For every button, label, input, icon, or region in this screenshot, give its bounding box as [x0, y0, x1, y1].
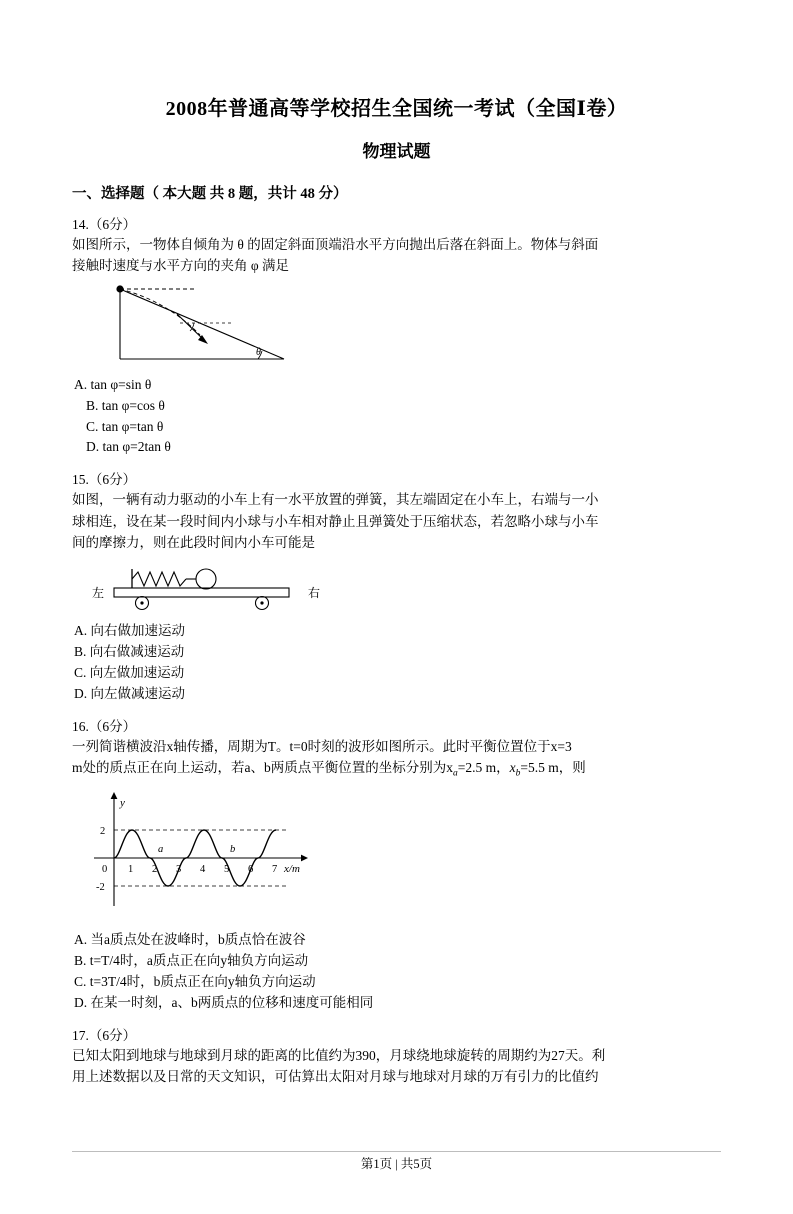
stem-text-end: =5.5 m，则 [520, 760, 586, 776]
option-c: C. tan φ=tan θ [86, 418, 164, 434]
svg-text:3: 3 [176, 864, 182, 876]
svg-text:x/m: x/m [284, 863, 300, 876]
question-stem-line: 一列简谐横波沿x轴传播，周期为T。t=0时刻的波形如图所示。此时平衡位置位于x=3 [72, 739, 572, 755]
subscript-b: b [515, 769, 521, 780]
question-number: 14.（6分） [72, 217, 137, 232]
question-14 [72, 213, 721, 458]
page-title: 2008年普通高等学校招生全国统一考试（全国Ⅰ卷） [165, 98, 628, 120]
option-b: B. t=T/4时，a质点正在向y轴负方向运动 [74, 952, 309, 968]
svg-text:6: 6 [248, 864, 254, 876]
svg-text:右: 右 [308, 586, 321, 601]
svg-text:y: y [120, 797, 125, 810]
option-d: D. tan φ=2tan θ [86, 439, 171, 455]
question-stem-line: 如图所示，一物体自倾角为 θ 的固定斜面顶端沿水平方向抛出后落在斜面上。物体与斜面 [72, 237, 599, 252]
svg-text:5: 5 [224, 864, 230, 876]
question-17 [72, 1024, 721, 1088]
footer-divider [72, 1151, 721, 1152]
svg-text:2: 2 [152, 864, 158, 876]
stem-text: m处的质点正在向上运动，若a、b两质点平衡位置的坐标分别为x [72, 760, 453, 776]
option-a: A. 向右做加速运动 [74, 623, 185, 639]
svg-text:2: 2 [100, 826, 106, 838]
question-stem-line: 用上述数据以及日常的天文知识，可估算出太阳对月球与地球对月球的万有引力的比值约 [72, 1069, 599, 1085]
option-d: D. 在某一时刻，a、b两质点的位移和速度可能相同 [74, 994, 374, 1010]
question-stem-line: 球相连，设在某一段时间内小球与小车相对静止且弹簧处于压缩状态，若忽略小球与小车 [72, 513, 599, 529]
question-stem-line: 间的摩擦力，则在此段时间内小车可能是 [72, 535, 315, 550]
option-a: A. tan φ=sin θ [74, 376, 152, 392]
svg-text:0: 0 [102, 864, 108, 876]
svg-text:7: 7 [272, 864, 278, 876]
question-stem-line: 如图，一辆有动力驱动的小车上有一水平放置的弹簧，其左端固定在小车上，右端与一小 [72, 492, 599, 508]
option-d: D. 向左做减速运动 [74, 686, 185, 702]
page-footer: 第1页 | 共5页 [360, 1157, 433, 1171]
variable-x: x [509, 760, 516, 776]
svg-text:4: 4 [200, 864, 206, 876]
question-number: 15.（6分） [72, 472, 137, 488]
section-heading: 一、选择题（ 本大题 共 8 题，共计 48 分） [72, 186, 348, 202]
document-page [0, 92, 793, 1214]
svg-text:θ: θ [256, 346, 261, 358]
option-b: B. tan φ=cos θ [86, 397, 165, 413]
question-16 [72, 715, 721, 1014]
cart-spring-ball-figure [72, 557, 721, 617]
option-a: A. 当a质点处在波峰时，b质点恰在波谷 [74, 932, 306, 948]
stem-text-mid: =2.5 m， [457, 760, 510, 776]
sine-wave-graph [72, 786, 721, 926]
question-stem-line [72, 757, 721, 782]
question-15 [72, 468, 721, 705]
option-b: B. 向右做减速运动 [74, 644, 185, 660]
question-number: 17.（6分） [72, 1027, 137, 1043]
subscript-a: a [453, 769, 458, 780]
projectile-incline-figure [72, 281, 721, 371]
svg-text:b: b [230, 844, 236, 856]
svg-text:左: 左 [92, 586, 105, 601]
svg-text:a: a [158, 844, 164, 856]
question-stem-line: 已知太阳到地球与地球到月球的距离的比值约为390，月球绕地球旋转的周期约为27天。利 [72, 1047, 606, 1063]
svg-text:-2: -2 [96, 882, 105, 894]
page-subtitle: 物理试题 [362, 142, 431, 161]
question-stem-line: 接触时速度与水平方向的夹角 φ 满足 [72, 258, 290, 274]
question-number: 16.（6分） [72, 719, 137, 735]
option-c: C. 向左做加速运动 [74, 665, 185, 681]
svg-text:1: 1 [128, 864, 134, 876]
option-c: C. t=3T/4时，b质点正在向y轴负方向运动 [74, 973, 316, 989]
